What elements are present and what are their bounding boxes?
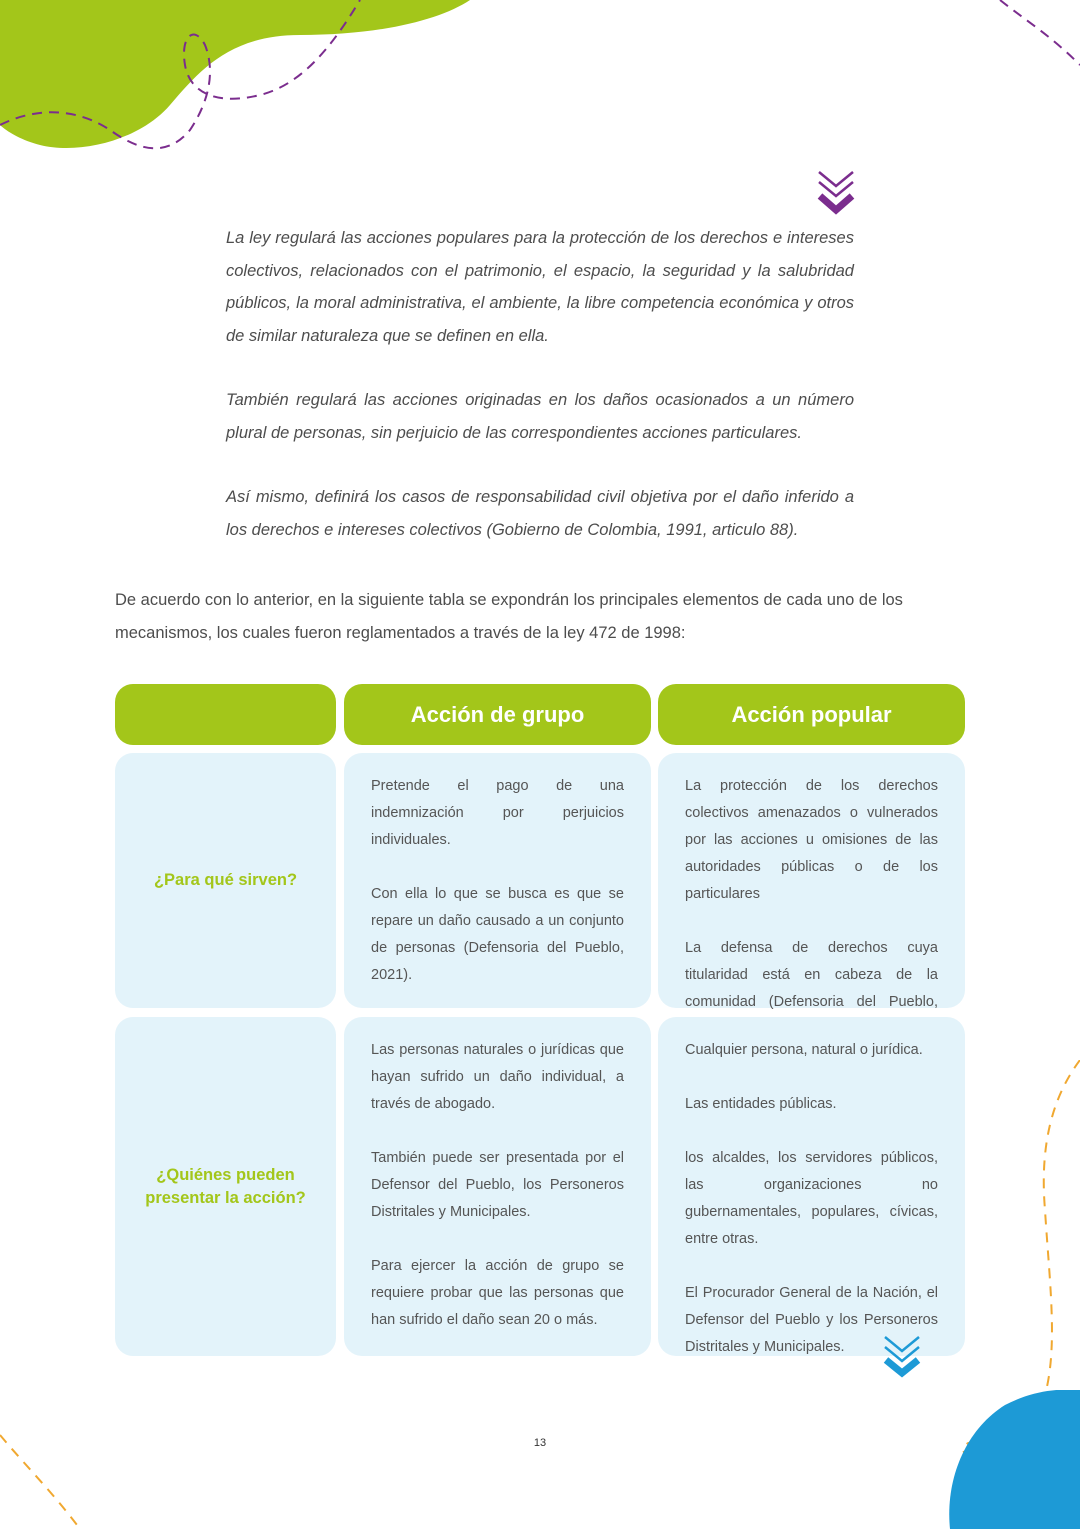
- row-label-quienes-pueden: ¿Quiénes pueden presentar la acción?: [115, 1017, 336, 1356]
- cell-text: El Procurador General de la Nación, el Defensor del Pueblo y los Personeros Distritales y Municipales.: [685, 1285, 938, 1355]
- cell-text: Las entidades públicas.: [685, 1096, 837, 1112]
- header-accion-grupo-label: Acción de grupo: [410, 701, 585, 727]
- header-accion-grupo: [344, 684, 651, 745]
- cell-grupo-quienes-pueden: [344, 1017, 651, 1356]
- page-number: 13: [533, 1437, 547, 1449]
- cell-text: Las personas naturales o jurídicas que hayan sufrido un daño individual, a través de abogado.: [371, 1042, 624, 1112]
- cell-text: los alcaldes, los servidores públicos, las organizaciones no gubernamentales, populares, cívicas, entre otras.: [685, 1150, 938, 1247]
- intro-paragraph: De acuerdo con lo anterior, en la siguiente tabla se expondrán los principales elementos de cada uno de los mecanismos, los cuales fueron reglamentados a través de la ley 472 de 1998:: [115, 591, 903, 642]
- quote-paragraph-2: También regulará las acciones originadas en los daños ocasionados a un número plural de personas, sin perjuicio de las correspondientes acciones particulares.: [226, 391, 854, 442]
- cell-text: También puede ser presentada por el Defensor del Pueblo, los Personeros Distritales y Municipales.: [371, 1150, 624, 1220]
- cell-popular-quienes-pueden: [658, 1017, 965, 1356]
- header-accion-popular: [658, 684, 965, 745]
- cell-grupo-para-que-sirven: [344, 753, 651, 1008]
- green-blob-decoration: [0, 0, 480, 170]
- blue-chevron-down-icon: [882, 1333, 922, 1379]
- quote-paragraph-3: Así mismo, definirá los casos de responsabilidad civil objetiva por el daño inferido a los derechos e intereses colectivos (Gobierno de Colombia, 1991, articulo 88).: [226, 488, 854, 539]
- row-label-para-que-sirven: ¿Para qué sirven?: [115, 753, 336, 1008]
- quote-paragraph-1: La ley regulará las acciones populares para la protección de los derechos e intereses colectivos, relacionados con el patrimonio, el espacio, la seguridad y la salubridad públicos, la moral administrativa, el ambiente, la libre competencia económica y otros de similar naturaleza que se definen en ella.: [226, 229, 854, 345]
- blue-blob-decoration: [945, 1390, 1080, 1529]
- header-empty-cell: [115, 684, 336, 745]
- cell-text: Para ejercer la acción de grupo se requiere probar que las personas que han sufrido el daño sean 20 o más.: [371, 1258, 624, 1328]
- header-accion-popular-label: Acción popular: [731, 701, 892, 727]
- cell-popular-para-que-sirven: [658, 753, 965, 1008]
- cell-text: La defensa de derechos cuya titularidad está en cabeza de la comunidad (Defensoria del Pueblo,: [685, 940, 938, 1010]
- cell-text: La protección de los derechos colectivos amenazados o vulnerados por las acciones u omisiones de las autoridades públicas o de los particulares: [685, 778, 938, 902]
- purple-dashed-line-decoration: [990, 0, 1080, 70]
- legal-quote: [226, 222, 854, 578]
- cell-text: Pretende el pago de una indemnización por perjuicios individuales.: [371, 778, 624, 848]
- cell-text: Con ella lo que se busca es que se repare un daño causado a un conjunto de personas (Defensoria del Pueblo, 2021).: [371, 886, 624, 983]
- cell-text: Cualquier persona, natural o jurídica.: [685, 1042, 923, 1058]
- purple-chevron-down-icon: [816, 168, 856, 216]
